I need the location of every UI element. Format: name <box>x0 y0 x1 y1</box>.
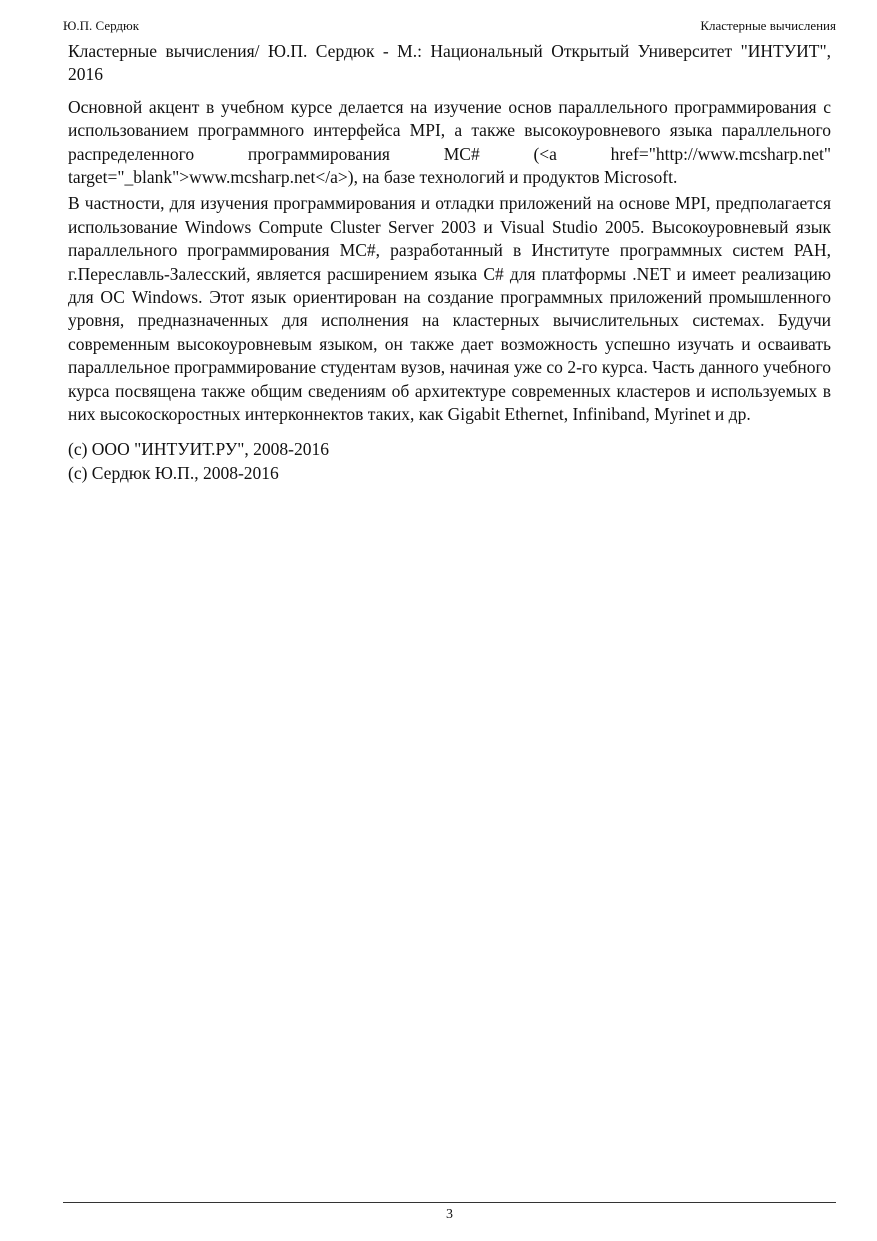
page-content <box>68 40 831 486</box>
header-course-title: Кластерные вычисления <box>700 18 836 33</box>
bibliographic-citation: Кластерные вычисления/ Ю.П. Сердюк - М.: Национальный Открытый Университет "ИНТУИТ", 2016 <box>68 41 831 85</box>
abstract-paragraph-1: Основной акцент в учебном курсе делается на изучение основ параллельного программирования с использованием программного интерфейса MPI, а также высокоуровневого языка параллельного распределенного программирования MC# (<a href="http://www.mcsharp.net" target="_blank">www.mcsharp.net</a>), на базе технологий и продуктов Microsoft. <box>68 96 831 188</box>
page-number: 3 <box>446 1207 453 1222</box>
footer-divider <box>63 1202 836 1203</box>
abstract-paragraph-2: В частности, для изучения программирования и отладки приложений на основе MPI, предполагается использование Windows Compute Cluster Server 2003 и Visual Studio 2005. Высокоуровневый язык параллельного программирования MC#, разработанный в Институте программных систем РАН, г.Переславль-Залесский, является расширением языка C# для платформы .NET и имеет реализацию для ОС Windows. Этот язык ориентирован на создание программных приложений промышленного уровня, предназначенных для исполнения на кластерных вычислительных системах. Будучи современным высокоуровневым языком, он также дает возможность успешно изучать и осваивать параллельное программирование студентам вузов, начиная уже со 2-го курса. Часть данного учебного курса посвящена также общим сведениям об архитектуре современных кластеров и используемых в них высокоскоростных интерконнектов таких, как Gigabit Ethernet, Infiniband, Myrinet и др. <box>68 193 831 425</box>
copyright-block <box>68 437 831 486</box>
copyright-line-author: (c) Сердюк Ю.П., 2008-2016 <box>68 463 279 483</box>
header-author: Ю.П. Сердюк <box>63 18 140 33</box>
running-header <box>63 16 836 36</box>
copyright-line-publisher: (c) ООО "ИНТУИТ.РУ", 2008-2016 <box>68 438 329 459</box>
